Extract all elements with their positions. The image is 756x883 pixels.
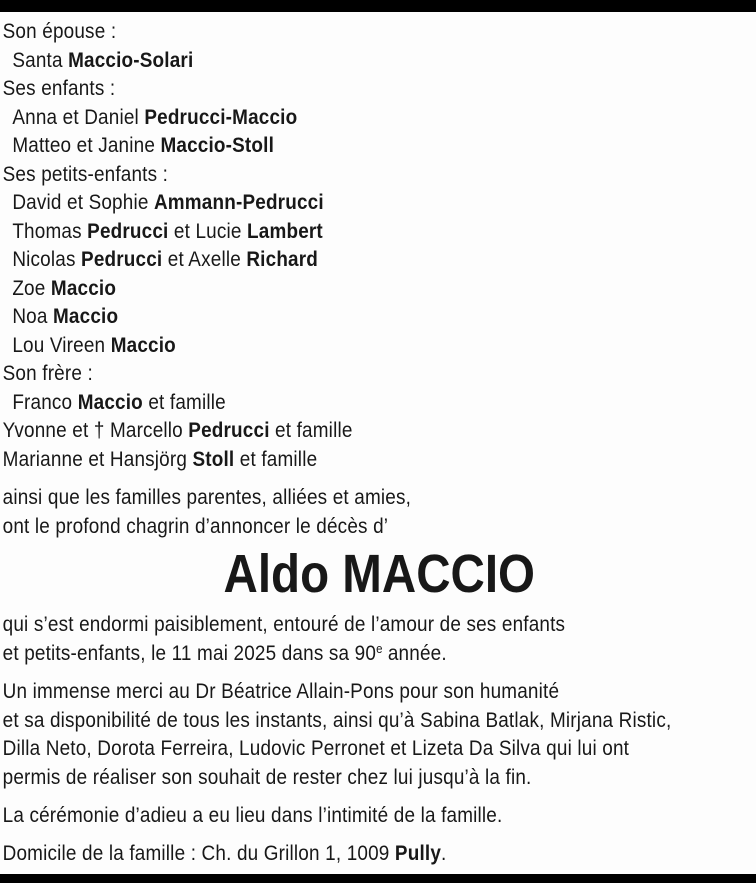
text-line bbox=[3, 188, 756, 217]
plain-text: et petits-enfants, le 11 mai 2025 dans sa 90 bbox=[2, 640, 377, 665]
text-line bbox=[3, 131, 756, 160]
name-bold-text: Pedrucci bbox=[188, 418, 270, 442]
plain-text: et Axelle bbox=[162, 247, 247, 271]
plain-text: Anna et Daniel bbox=[12, 104, 145, 129]
text-line bbox=[3, 302, 756, 331]
name-bold-text: Maccio bbox=[77, 389, 143, 414]
plain-text: et famille bbox=[269, 418, 353, 442]
plain-text: qui s’est endormi paisiblement, entouré de l’amour de ses enfants bbox=[2, 612, 566, 636]
bottom-border-bar bbox=[0, 874, 756, 883]
obituary-notice bbox=[0, 12, 756, 867]
family-list bbox=[3, 17, 756, 473]
plain-text: Dilla Neto, Dorota Ferreira, Ludovic Perronet et Lizeta Da Silva qui lui ont bbox=[2, 736, 630, 760]
death-paragraph bbox=[3, 610, 756, 667]
name-bold-text: Maccio bbox=[110, 332, 176, 357]
text-line bbox=[3, 46, 756, 75]
thanks-paragraph bbox=[3, 677, 756, 791]
text-line bbox=[3, 416, 756, 445]
plain-text: ont le profond chagrin d’annoncer le décès d’ bbox=[2, 513, 389, 538]
text-line bbox=[3, 512, 756, 541]
plain-text: Matteo et Janine bbox=[12, 133, 161, 157]
top-border-bar bbox=[0, 0, 756, 12]
plain-text: Ses enfants : bbox=[2, 76, 116, 100]
name-bold-text: Ammann-Pedrucci bbox=[153, 190, 324, 214]
plain-text: Thomas bbox=[12, 218, 88, 243]
plain-text: Lou Vireen bbox=[12, 332, 111, 357]
text-line bbox=[3, 483, 756, 512]
text-line bbox=[3, 74, 756, 103]
text-line bbox=[3, 160, 756, 189]
plain-text: Franco bbox=[12, 389, 78, 414]
name-bold-text: Pedrucci-Maccio bbox=[144, 104, 298, 129]
plain-text: et famille bbox=[234, 446, 318, 471]
plain-text: ainsi que les familles parentes, alliées et amies, bbox=[2, 485, 412, 509]
plain-text: Marianne et Hansjörg bbox=[2, 446, 193, 471]
name-bold-text: Maccio-Solari bbox=[68, 47, 194, 72]
plain-text: . bbox=[441, 840, 447, 865]
text-line bbox=[3, 359, 756, 388]
plain-text: Son épouse : bbox=[2, 19, 117, 43]
name-bold-text: Pedrucci bbox=[87, 218, 169, 243]
domicile-paragraph bbox=[3, 839, 756, 868]
name-bold-text: Maccio bbox=[50, 275, 117, 300]
text-line bbox=[3, 839, 756, 868]
plain-text: Nicolas bbox=[12, 247, 82, 271]
text-line bbox=[3, 388, 756, 417]
text-line bbox=[3, 217, 756, 246]
plain-text: Zoe bbox=[12, 275, 51, 300]
plain-text: e bbox=[376, 640, 383, 656]
text-line bbox=[3, 103, 756, 132]
plain-text: et famille bbox=[142, 389, 226, 414]
name-bold-text: Lambert bbox=[247, 218, 323, 243]
text-line bbox=[3, 734, 756, 763]
text-line bbox=[3, 677, 756, 706]
name-bold-text: Pedrucci bbox=[81, 247, 163, 271]
text-line bbox=[3, 763, 756, 792]
text-line bbox=[3, 17, 756, 46]
text-line bbox=[3, 610, 756, 639]
text-line bbox=[3, 245, 756, 274]
name-bold-text: Pully bbox=[394, 840, 442, 865]
plain-text: Son frère : bbox=[2, 361, 93, 385]
plain-text: Ses petits-enfants : bbox=[2, 161, 169, 186]
plain-text: Noa bbox=[12, 304, 53, 328]
text-line bbox=[3, 639, 756, 668]
plain-text: Un immense merci au Dr Béatrice Allain-Pons pour son humanité bbox=[2, 679, 560, 703]
plain-text: et sa disponibilité de tous les instants, ainsi qu’à Sabina Batlak, Mirjana Ristic, bbox=[2, 707, 672, 732]
intro-paragraph bbox=[3, 483, 756, 540]
name-bold-text: Maccio bbox=[52, 304, 119, 328]
plain-text: Yvonne et † Marcello bbox=[2, 418, 189, 442]
plain-text: La cérémonie d’adieu a eu lieu dans l’intimité de la famille. bbox=[2, 803, 503, 827]
plain-text: Santa bbox=[12, 47, 69, 72]
name-bold-text: Stoll bbox=[192, 446, 235, 471]
plain-text: Domicile de la famille : Ch. du Grillon 1, 1009 bbox=[2, 840, 395, 865]
plain-text: année. bbox=[382, 640, 447, 665]
text-line bbox=[3, 706, 756, 735]
text-line bbox=[3, 274, 756, 303]
ceremony-paragraph bbox=[3, 801, 756, 830]
plain-text: permis de réaliser son souhait de rester chez lui jusqu’à la fin. bbox=[2, 764, 532, 789]
name-bold-text: Maccio-Stoll bbox=[160, 133, 275, 157]
text-line bbox=[3, 801, 756, 830]
text-line bbox=[3, 331, 756, 360]
name-bold-text: Richard bbox=[246, 247, 319, 271]
plain-text: David et Sophie bbox=[12, 190, 154, 214]
deceased-name: Aldo MACCIO bbox=[223, 544, 536, 604]
plain-text: et Lucie bbox=[168, 218, 248, 243]
text-line bbox=[3, 445, 756, 474]
